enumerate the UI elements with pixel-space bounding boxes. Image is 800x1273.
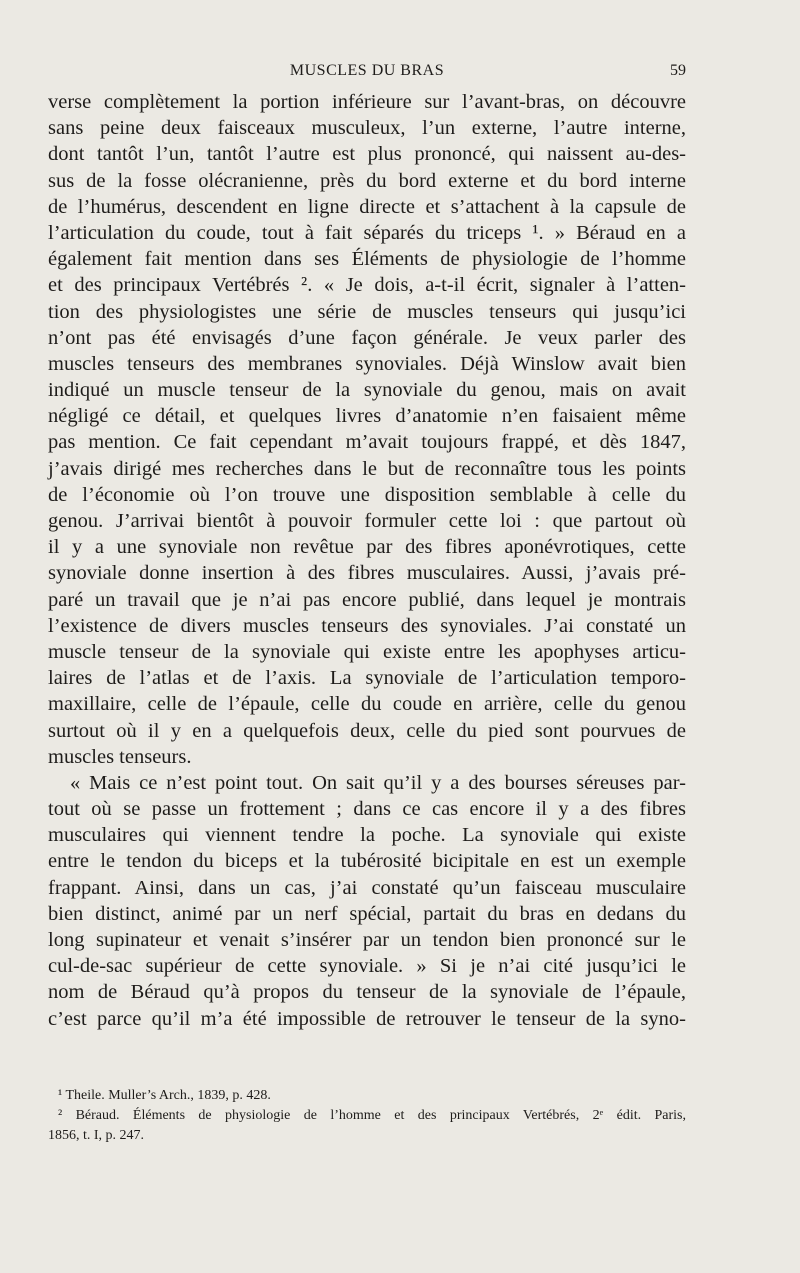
text-line: tion des physiologistes une série de muscles tenseurs qui jusqu’ici: [48, 300, 686, 323]
text-line: sans peine deux faisceaux musculeux, l’un externe, l’autre interne,: [48, 117, 686, 140]
text-line: de l’économie où l’on trouve une disposition semblable à celle du: [48, 483, 686, 506]
text-line: maxillaire, celle de l’épaule, celle du coude en arrière, celle du genou: [48, 693, 686, 716]
text-line: cul-de-sac supérieur de cette synoviale. » Si je n’ai cité jusqu’ici le: [48, 955, 686, 978]
text-line: entre le tendon du biceps et la tubérosité bicipitale en est un exemple: [48, 850, 686, 873]
text-line: négligé ce détail, et quelques livres d’anatomie n’en faisaient même: [48, 405, 686, 428]
text-line: paré un travail que je n’ai pas encore publié, dans lequel je montrais: [48, 588, 686, 611]
text-line: synoviale donne insertion à des fibres musculaires. Aussi, j’avais pré-: [48, 562, 686, 585]
footnote: ² Béraud. Éléments de physiologie de l’homme et des principaux Vertébrés, 2ᵉ édit. Paris,: [58, 1108, 686, 1123]
text-line: l’existence de divers muscles tenseurs des synoviales. J’ai constaté un: [48, 614, 686, 637]
text-line: il y a une synoviale non revêtue par des fibres aponévrotiques, cette: [48, 536, 686, 559]
text-line: pas mention. Ce fait cependant m’avait toujours frappé, et dès 1847,: [48, 431, 686, 454]
text-line: surtout où il y en a quelquefois deux, celle du pied sont pourvues de: [48, 719, 686, 742]
body-text: [48, 89, 686, 1032]
footnote: 1856, t. I, p. 247.: [48, 1128, 145, 1143]
text-line: laires de l’atlas et de l’axis. La synoviale de l’articulation temporo-: [48, 667, 686, 690]
text-line: j’avais dirigé mes recherches dans le but de reconnaître tous les points: [48, 457, 686, 480]
footnote: ¹ Theile. Muller’s Arch., 1839, p. 428.: [58, 1088, 271, 1103]
text-line: également fait mention dans ses Éléments de physiologie de l’homme: [48, 248, 686, 271]
text-line: c’est parce qu’il m’a été impossible de retrouver le tenseur de la syno-: [48, 1007, 686, 1030]
text-line: nom de Béraud qu’à propos du tenseur de la synoviale de l’épaule,: [48, 981, 686, 1004]
text-line: genou. J’arrivai bientôt à pouvoir formuler cette loi : que partout où: [48, 510, 686, 532]
footnotes: [48, 1086, 686, 1146]
text-line: et des principaux Vertébrés ². « Je dois, a-t-il écrit, signaler à l’atten-: [48, 274, 686, 297]
page-number: 59: [670, 62, 686, 79]
text-line: tout où se passe un frottement ; dans ce cas encore il y a des fibres: [48, 798, 686, 821]
text-line: dont tantôt l’un, tantôt l’autre est plus prononcé, qui naissent au-des-: [48, 143, 686, 166]
text-line: n’ont pas été envisagés d’une façon générale. Je veux parler des: [48, 326, 686, 349]
text-line: l’articulation du coude, tout à fait séparés du triceps ¹. » Béraud en a: [48, 221, 686, 244]
text-line: muscles tenseurs des membranes synoviales. Déjà Winslow avait bien: [48, 352, 686, 375]
running-head: MUSCLES DU BRAS: [289, 62, 445, 79]
text-line: frappant. Ainsi, dans un cas, j’ai constaté qu’un faisceau musculaire: [48, 876, 686, 899]
text-line: muscles tenseurs.: [48, 745, 192, 768]
text-line: indiqué un muscle tenseur de la synoviale du genou, mais on avait: [48, 379, 686, 402]
text-line: de l’humérus, descendent en ligne directe et s’attachent à la capsule de: [48, 195, 686, 218]
page-header: [48, 62, 686, 84]
text-line: verse complètement la portion inférieure sur l’avant-bras, on découvre: [48, 91, 686, 113]
text-line: sus de la fosse olécranienne, près du bord externe et du bord interne: [48, 169, 686, 192]
text-line: long supinateur et venait s’insérer par un tendon bien prononcé sur le: [48, 929, 686, 951]
text-line: musculaires qui viennent tendre la poche. La synoviale qui existe: [48, 824, 686, 847]
text-line: « Mais ce n’est point tout. On sait qu’il y a des bourses séreuses par-: [70, 771, 686, 794]
text-line: muscle tenseur de la synoviale qui existe entre les apophyses articu-: [48, 640, 686, 663]
text-line: bien distinct, animé par un nerf spécial, partait du bras en dedans du: [48, 902, 686, 925]
